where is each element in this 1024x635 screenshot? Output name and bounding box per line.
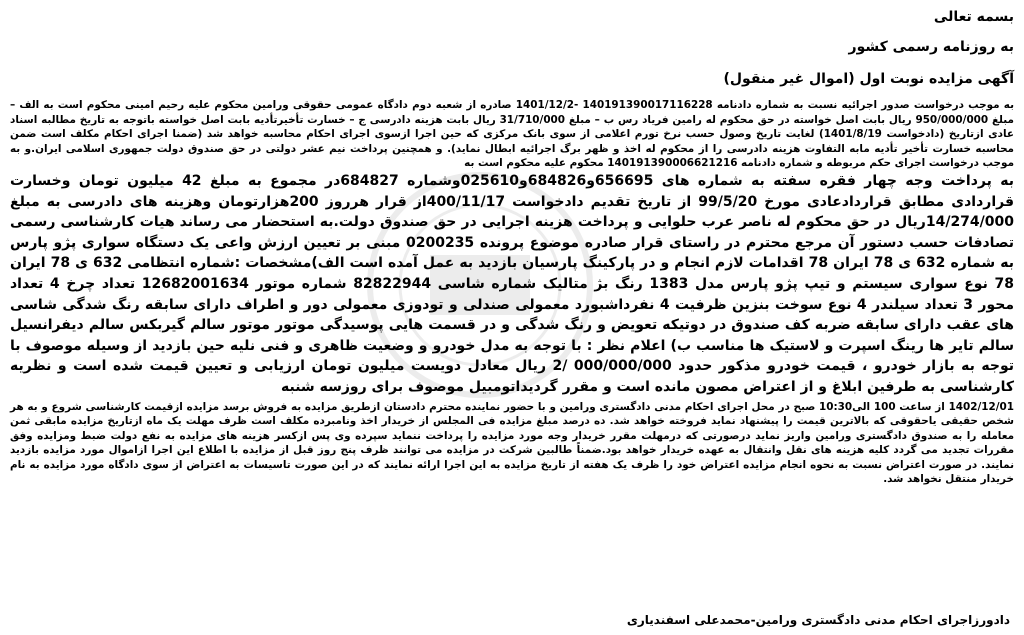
body-paragraph-main: به پرداخت وجه چهار فقره سفته به شماره های 656695و684826و025610وشماره 684827در مجموع به مبلغ 42 میلیون تومان وخسارت قراردادی مطابق قراردادعادی مورخ 99/5/20 از تاریخ تقدیم دادخواست 400/11/17از قرار هرروز 200هزارتومان وهزینه های دادرسی به مبلغ 14/274/000ریال در حق محکوم له ناصر عرب حلوایی و پرداخت هزینه اجرایی در حق صندوق دولت.به استحضار می رساند هیات کارشناسی رسمی تصادفات حسب دستور آن مرجع محترم در راستای قرار صادره موضوع پرونده 0200235 مبنی بر تعیین ارزش واعی یک دستگاه سواری پژو پارس به شماره 632 ی 78 ایران 78 اقدامات لازم انجام و در پارکینگ پارسیان بازدید به عمل آمده است الف)مشخصات :شماره انتظامی 632 ی 78 ایران 78 نوع سواری سیستم و تیپ پژو پارس مدل 1383 رنگ بژ متالیک شماره شاسی 82822944 شماره موتور 12682001634 تعداد چرخ 4 تعداد محور 3 تعداد سیلندر 4 نوع سوخت بنزین ظرفیت 4 نفرداشبورد معمولی صندلی و تودوزی معمولی دور و اطراف دارای سابقه رنگ شدگی شاسی های عقب دارای سابقه ضربه کف صندوق در دوتیکه تعویض و رنگ شدگی و در قسمت هایی پوسیدگی موتور موتور سالم گیربکس سالم دیفرانسیل سالم تایر ها رینگ اسپرت و لاستیک ها مناسب ب) اعلام نظر : با توجه به مدل خودرو و وضعیت ظاهری و فنی نلیه حین بازدید از وسیله موصوف با توجه به بازار خودرو ، قیمت خودرو مذکور حدود 000/000/000 /2 ریال معادل دویست میلیون تومان ارزیابی و تعیین قیمت شده است و نظریه کارشناسی به طرفین ابلاغ و از اعتراض مصون مانده است و مقرر گردیداتومبیل موصوف برای روزسه شنبه xyxy=(10,172,1015,395)
header-recipient: به روزنامه رسمی کشور xyxy=(848,39,1014,55)
body-paragraph-auction-terms: 1402/12/01 از ساعت 100 الی10:30 صبح در محل اجرای احکام مدنی دادگستری ورامین و با حضور نماینده محترم دادستان ازطریق مزایده به فروش برسد مزایده ازقیمت کارشناسی شروع و به هر شخص حقیقی یاحقوقی که بالاترین قیمت را پیشنهاد نماید فروخته خواهد شد. ده درصد مبلغ مزایده فی المجلس از خریدار اخذ ونامبرده مکلف است ظرف مهلت یک ماه ازتاریخ مزایده مابقی ثمن معامله را به صندوق دادگستری ورامین واریز نماید درصورتی که درمهلت مقرر خریدار وجه مورد مزایده را پرداخت ننماید سپرده وی پس ازکسر هزینه های مزایده به نفع دولت ضبط ومزایده وفق مقررات تجدید می گردد کلیه هزینه های نقل وانتقال به عهده خریدار خواهد بود.ضمناً طالبین شرکت در مزایده می توانند ظرف پنج روز قبل از مزایده با اطلاع این اجرا ازاموال مورد مزایده بازدید نمایند. در صورت اعتراض نسبت به نحوه انجام مزایده اعتراض خود را ظرف یک هفته از تاریخ مزایده به این اجرا ارائه نمایند که در این صورت تاسیسات به اعتراض از سوی دادگاه مورد مزایده به نام خریدار منتقل نخواهد شد. xyxy=(10,400,1014,486)
body-paragraph-intro: به موجب درخواست صدور اجرائیه نسبت به شماره دادنامه 140191390017116228 -1401/12/2 صادره از شعبه دوم دادگاه عمومی حقوقی ورامین محکوم علیه رحیم امینی محکوم است به الف – مبلغ 950/000/000 ریال بابت اصل خواسته در حق محکوم له رامین فریاد رس ب – مبلغ 31/710/000 ریال بابت هزینه دادرسی ج – خسارت تأخیرتأدیه بابت اصل خواسته باتوجه به تاریخ مطالبه اسناد عادی ازتاریخ (دادخواست 1401/8/19) لغایت تاریخ وصول حسب نرخ تورم اعلامی از سوی بانک مرکزی که حین اجرا ازسوی اجرای احکام محاسبه خواهد شد (ضمنا اجرای احکام مکلف است ضمن محاسبه خسارت تأخیر تأدیه مابه التفاوت هزینه دادرسی را از محکوم له اخذ و ظهر برگ اجرائیه ابطال نماید). و همچنین پرداخت نیم عشر دولتی در حق صندوق دولت جمهوری اسلامی ایران.و به موجب درخواست اجرای حکم مربوطه و شماره دادنامه 140191390006621216 محکوم علیه محکوم است به xyxy=(10,99,1014,170)
header-bismillah: بسمه تعالی xyxy=(933,9,1014,25)
signature: دادورزاجرای احکام مدنی دادگستری ورامین-محمدعلی اسفندیاری xyxy=(626,613,1010,627)
notice-title: آگهی مزایده نوبت اول (اموال غیر منقول) xyxy=(723,71,1014,87)
